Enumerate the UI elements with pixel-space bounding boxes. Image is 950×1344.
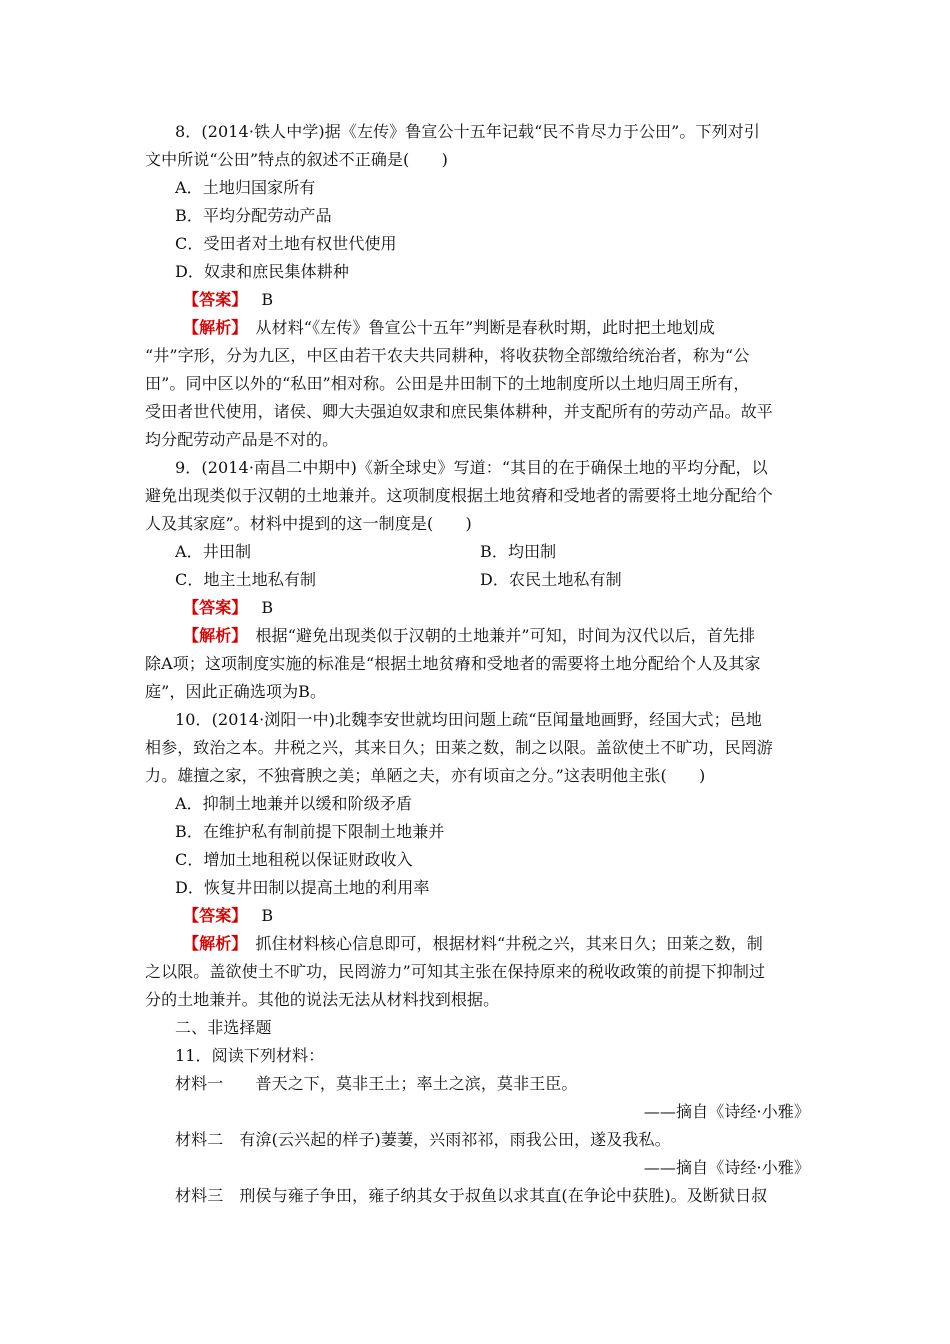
q10-analysis-line3: 分的土地兼并。其他的说法无法从材料找到根据。 <box>145 990 500 1009</box>
q9-analysis-text: 根据“避免出现类似于汉朝的土地兼并”可知，时间为汉代以后，首先排 <box>239 626 756 645</box>
q8-analysis-text: 从材料“《左传》鲁宣公十五年”判断是春秋时期，此时把土地划成 <box>239 318 715 337</box>
q8-option-a: A．土地归国家所有 <box>175 178 316 197</box>
q8-analysis-line3: 田”。同中区以外的“私田”相对称。公田是井田制下的土地制度所以土地归周王所有， <box>145 374 750 393</box>
answer-tag: 【答案】 <box>183 290 248 309</box>
q8-analysis-line4: 受田者世代使用，诸侯、卿大夫强迫奴隶和庶民集体耕种，并支配所有的劳动产品。故平 <box>145 402 773 421</box>
q11-stem: 11．阅读下列材料： <box>175 1046 325 1065</box>
section-heading: 二、非选择题 <box>175 1018 272 1037</box>
answer-tag: 【答案】 <box>183 906 248 925</box>
q10-analysis-line1 <box>183 930 848 958</box>
q9-analysis-line1 <box>183 622 848 650</box>
analysis-tag: 【解析】 <box>183 626 240 645</box>
q10-option-d: D．恢复井田制以提高土地的利用率 <box>175 878 430 897</box>
q11-material-2: 材料二 有渰(云兴起的样子)萋萋，兴雨祁祁，雨我公田，遂及我私。 <box>175 1130 671 1149</box>
q10-stem-line2: 相参，致治之本。井税之兴，其来日久；田莱之数，制之以限。盖欲使土不旷功，民罔游 <box>145 738 773 757</box>
q10-answer-line <box>183 902 848 930</box>
q9-option-d: D．农民土地私有制 <box>480 570 622 589</box>
q9-analysis-line2: 除A项；这项制度实施的标准是“根据土地贫瘠和受地者的需要将土地分配给个人及其家 <box>145 654 761 673</box>
q10-option-a: A．抑制土地兼并以缓和阶级矛盾 <box>175 794 413 813</box>
q10-stem-line3: 力。雄擅之家，不独膏腴之美；单陋之夫，亦有顷亩之分。”这表明他主张( ) <box>145 766 706 785</box>
q8-option-b: B．平均分配劳动产品 <box>175 206 332 225</box>
q9-option-c: C．地主土地私有制 <box>175 570 317 589</box>
q9-stem-line2: 避免出现类似于汉朝的土地兼并。这项制度根据土地贫瘠和受地者的需要将土地分配给个 <box>145 486 773 505</box>
q11-material-1-source: ——摘自《诗经·小雅》 <box>643 1102 810 1121</box>
q11-material-3: 材料三 刑侯与雍子争田，雍子纳其女于叔鱼以求其直(在争论中获胜)。及断狱日叔 <box>175 1186 768 1205</box>
q11-material-2-source: ——摘自《诗经·小雅》 <box>643 1158 810 1177</box>
q8-stem-line1: 8．(2014·铁人中学)据《左传》鲁宣公十五年记载“民不肯尽力于公田”。下列对引 <box>175 122 760 141</box>
q8-option-d: D．奴隶和庶民集体耕种 <box>175 262 349 281</box>
q10-answer-value: B <box>261 906 274 925</box>
answer-tag: 【答案】 <box>183 598 248 617</box>
q10-option-c: C．增加土地租税以保证财政收入 <box>175 850 413 869</box>
q8-analysis-line5: 均分配劳动产品是不对的。 <box>145 430 339 449</box>
q8-analysis-line1 <box>183 314 848 342</box>
q9-answer-line <box>183 594 848 622</box>
q9-option-a: A．井田制 <box>175 542 252 561</box>
q8-option-c: C．受田者对土地有权世代使用 <box>175 234 397 253</box>
q10-analysis-text: 抓住材料核心信息即可，根据材料“井税之兴，其来日久；田莱之数，制 <box>239 934 763 953</box>
q10-option-b: B．在维护私有制前提下限制土地兼并 <box>175 822 445 841</box>
analysis-tag: 【解析】 <box>183 934 240 953</box>
q8-answer-value: B <box>261 290 274 309</box>
analysis-tag: 【解析】 <box>183 318 240 337</box>
q8-answer-line <box>183 286 848 314</box>
q9-answer-value: B <box>261 598 274 617</box>
q8-stem-line2: 文中所说“公田”特点的叙述不正确是( ) <box>145 150 448 169</box>
q10-analysis-line2: 之以限。盖欲使土不旷功，民罔游力”可知其主张在保持原来的税收政策的前提下抑制过 <box>145 962 766 981</box>
q10-stem-line1: 10．(2014·浏阳一中)北魏李安世就均田问题上疏“臣闻量地画野，经国大式；邑地 <box>175 710 762 729</box>
q9-analysis-line3: 庭”，因此正确选项为B。 <box>145 682 327 701</box>
q9-option-b: B．均田制 <box>480 542 557 561</box>
q9-stem-line3: 人及其家庭”。材料中提到的这一制度是( ) <box>145 514 472 533</box>
q11-material-1: 材料一 普天之下，莫非王土；率土之滨，莫非王臣。 <box>175 1074 578 1093</box>
q8-analysis-line2: “井”字形，分为九区，中区由若干农夫共同耕种，将收获物全部缴给统治者，称为“公 <box>145 346 750 365</box>
q9-stem-line1: 9．(2014·南昌二中期中)《新全球史》写道：“其目的在于确保土地的平均分配，以 <box>175 458 768 477</box>
